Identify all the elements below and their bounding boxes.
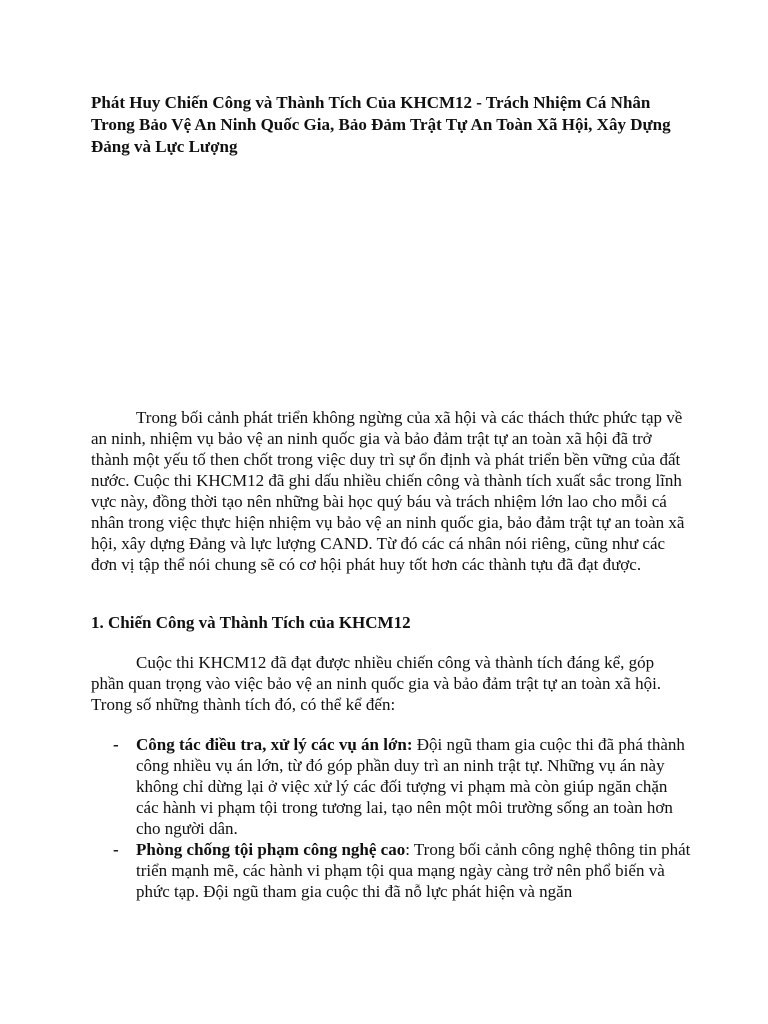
bullet-term: Phòng chống tội phạm công nghệ cao <box>136 840 406 859</box>
bullet-term: Công tác điều tra, xử lý các vụ án lớn: <box>136 735 413 754</box>
bullet-dash: - <box>113 840 119 859</box>
intro-paragraph: Trong bối cảnh phát triển không ngừng của xã hội và các thách thức phức tạp về an ninh, nhiệm vụ bảo vệ an ninh quốc gia và bảo đảm trật tự an toàn xã hội đã trở thành một yếu tố then chốt trong việc duy trì sự ổn định và phát triển bền vững của đất nước. Cuộc thi KHCM12 đã ghi dấu nhiều chiến công và thành tích xuất sắc trong lĩnh vực này, đồng thời tạo nên những bài học quý báu và trách nhiệm lớn lao cho mỗi cá nhân trong việc thực hiện nhiệm vụ bảo vệ an ninh quốc gia, bảo đảm trật tự an toàn xã hội, xây dựng Đảng và lực lượng CAND. Từ đó các cá nhân nói riêng, cũng như các đơn vị tập thể nói chung sẽ có cơ hội phát huy tốt hơn các thành tựu đã đạt được. <box>91 408 685 574</box>
bullet-text: Đội ngũ tham gia cuộc thi đã phá thành công nhiều vụ án lớn, từ đó góp phần duy trì an ninh trật tự. Những vụ án này không chỉ dừng lại ở việc xử lý các đối tượng vi phạm mà còn giúp ngăn chặn các hành vi phạm tội trong tương lai, tạo nên một môi trường sống an toàn hơn cho người dân. <box>136 735 685 838</box>
achievement-list <box>91 734 691 902</box>
section-heading: 1. Chiến Công và Thành Tích của KHCM12 <box>91 613 411 632</box>
list-item <box>91 734 691 839</box>
list-item <box>91 839 691 902</box>
bullet-text: : Trong bối cảnh công nghệ thông tin phát triển mạnh mẽ, các hành vi phạm tội qua mạng ngày càng trở nên phổ biến và phức tạp. Đội ngũ tham gia cuộc thi đã nỗ lực phát hiện và ngăn <box>136 840 691 901</box>
section-paragraph: Cuộc thi KHCM12 đã đạt được nhiều chiến công và thành tích đáng kể, góp phần quan trọng vào việc bảo vệ an ninh quốc gia và bảo đảm trật tự an toàn xã hội. Trong số những thành tích đó, có thể kể đến: <box>91 653 662 714</box>
bullet-dash: - <box>113 735 119 754</box>
document-title: Phát Huy Chiến Công và Thành Tích Của KHCM12 - Trách Nhiệm Cá Nhân Trong Bảo Vệ An Ninh Quốc Gia, Bảo Đảm Trật Tự An Toàn Xã Hội, Xây Dựng Đảng và Lực Lượng <box>91 93 671 156</box>
